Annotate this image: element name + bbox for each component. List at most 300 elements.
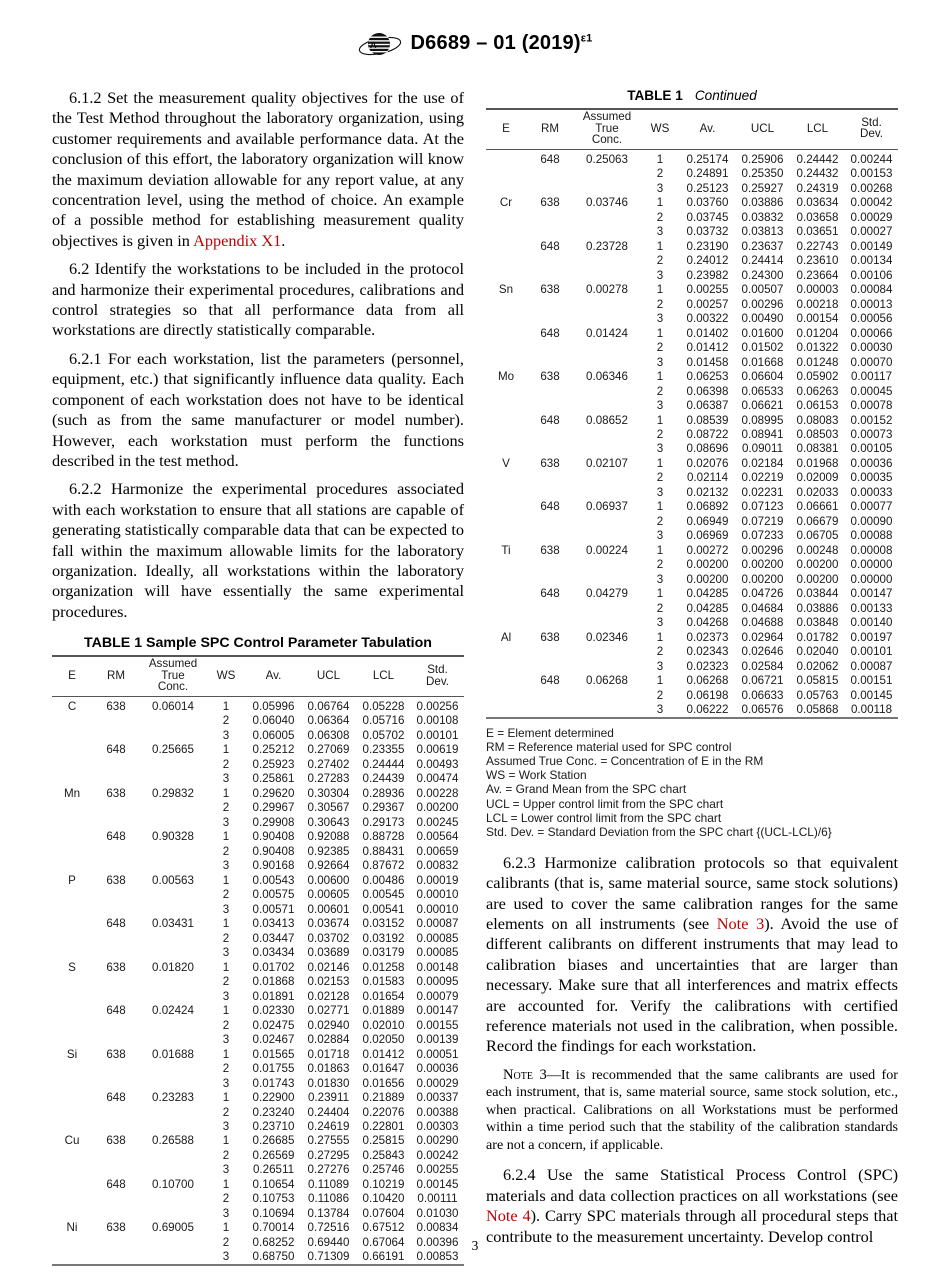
table-cell xyxy=(140,1192,206,1206)
table-cell xyxy=(486,427,526,441)
table-cell: 648 xyxy=(106,1091,126,1105)
legend-line: WS = Work Station xyxy=(486,768,587,783)
table-cell: 2 xyxy=(656,210,664,224)
table-cell xyxy=(574,254,640,268)
table-cell xyxy=(526,398,574,412)
table-cell: 0.00200 xyxy=(686,558,729,572)
table-cell: 638 xyxy=(540,630,560,644)
legend-line: UCL = Upper control limit from the SPC chart xyxy=(486,796,724,811)
table-cell: 0.00045 xyxy=(850,384,893,398)
table-cell xyxy=(486,355,526,369)
table-1-caption: TABLE 1 Sample SPC Control Parameter Tabulation xyxy=(84,635,432,652)
table-cell: 0.00601 xyxy=(307,902,350,916)
table-cell: 0.02343 xyxy=(686,645,729,659)
table-cell: 0.00563 xyxy=(152,873,194,887)
table-cell: 0.00200 xyxy=(796,558,839,572)
table-cell: 0.03886 xyxy=(741,196,784,210)
table-cell: 0.00010 xyxy=(416,902,459,916)
table-cell: 0.02033 xyxy=(796,485,839,499)
table-row xyxy=(52,1119,464,1133)
table-cell: 638 xyxy=(106,960,126,974)
table-cell: 0.00003 xyxy=(796,283,839,297)
table-cell xyxy=(526,645,574,659)
table-cell: 1 xyxy=(222,1091,230,1105)
table-cell: 3 xyxy=(222,1250,230,1264)
table-cell xyxy=(526,225,574,239)
table-cell: 0.04285 xyxy=(686,587,729,601)
table-cell: 0.00027 xyxy=(850,225,893,239)
table-cell xyxy=(140,801,206,815)
table-cell: 0.02132 xyxy=(686,485,729,499)
col-header-std-dev xyxy=(411,656,464,696)
table-row xyxy=(52,902,464,916)
table-row xyxy=(486,225,898,239)
table-cell xyxy=(52,815,92,829)
table-cell: 0.00659 xyxy=(416,844,459,858)
assumed-line-1: Assumed xyxy=(148,657,198,671)
table-cell xyxy=(526,616,574,630)
table-cell: 0.00088 xyxy=(850,529,893,543)
table-cell: 0.03413 xyxy=(252,917,295,931)
table-cell: 0.06364 xyxy=(307,714,350,728)
table-cell: 3 xyxy=(222,1033,230,1047)
table-cell xyxy=(92,1206,140,1220)
table-cell: 638 xyxy=(540,456,560,470)
table-cell xyxy=(526,167,574,181)
table-cell: 0.00147 xyxy=(850,587,893,601)
table-cell: 0.01647 xyxy=(362,1062,405,1076)
table-cell: 0.02153 xyxy=(307,975,350,989)
table-cell xyxy=(486,181,526,195)
table-cell: 0.00108 xyxy=(416,714,459,728)
astm-logo-icon xyxy=(358,30,402,60)
table-cell: 3 xyxy=(656,442,664,456)
table-cell: 3 xyxy=(222,1076,230,1090)
table-cell: Si xyxy=(66,1047,78,1061)
table-cell: 0.27295 xyxy=(307,1148,350,1162)
table-cell: 0.02884 xyxy=(307,1033,350,1047)
table-cell: 0.88431 xyxy=(362,844,405,858)
table-cell: 2 xyxy=(222,714,230,728)
table-cell xyxy=(486,149,526,166)
table-cell: 2 xyxy=(656,427,664,441)
table-cell: 3 xyxy=(656,572,664,586)
table-cell: 0.08696 xyxy=(686,442,729,456)
table-cell xyxy=(486,514,526,528)
table-cell: 0.28936 xyxy=(362,786,405,800)
table-cell: 0.01502 xyxy=(741,341,784,355)
table-cell: 0.25927 xyxy=(741,181,784,195)
table-cell: 0.02107 xyxy=(586,456,628,470)
table-row xyxy=(52,1090,464,1104)
table-cell xyxy=(574,442,640,456)
table-cell: 1 xyxy=(222,917,230,931)
table-cell: 638 xyxy=(106,1221,126,1235)
table-cell: 0.02219 xyxy=(741,471,784,485)
table-cell: 0.25861 xyxy=(252,772,295,786)
table-cell: 3 xyxy=(656,355,664,369)
legend-line: E = Element determined xyxy=(486,726,614,741)
table-cell: 1 xyxy=(222,1134,230,1148)
table-cell: 638 xyxy=(106,1047,126,1061)
table-cell: 0.00278 xyxy=(586,283,628,297)
table-cell: 0.01204 xyxy=(796,326,839,340)
table-cell: 0.06268 xyxy=(586,674,628,688)
table-row xyxy=(52,830,464,844)
table-cell xyxy=(486,471,526,485)
table-cell: 648 xyxy=(540,413,560,427)
table-cell: 1 xyxy=(222,1221,230,1235)
table-cell xyxy=(574,485,640,499)
table-cell: Ti xyxy=(501,543,511,557)
table-cell xyxy=(574,398,640,412)
table-cell: 0.00056 xyxy=(850,312,893,326)
table-cell: 0.00152 xyxy=(850,413,893,427)
table-cell xyxy=(486,442,526,456)
table-cell: 0.00134 xyxy=(850,254,893,268)
table-cell: 0.02009 xyxy=(796,471,839,485)
table-cell xyxy=(52,902,92,916)
table-cell: 0.90408 xyxy=(252,844,295,858)
table-cell xyxy=(574,645,640,659)
table-cell: 0.00106 xyxy=(850,268,893,282)
table-cell: 0.01968 xyxy=(796,456,839,470)
table-cell: 0.00101 xyxy=(850,645,893,659)
table-cell: 0.26685 xyxy=(252,1134,295,1148)
table-cell: 0.06576 xyxy=(741,703,784,717)
table-cell: 3 xyxy=(222,989,230,1003)
table-cell: 0.00257 xyxy=(686,297,729,311)
table-cell xyxy=(574,529,640,543)
table-cell: 3 xyxy=(656,181,664,195)
table-cell: 638 xyxy=(106,786,126,800)
table-cell: 0.92385 xyxy=(307,844,350,858)
table-cell xyxy=(92,1148,140,1162)
table-cell xyxy=(92,1163,140,1177)
table-cell: 0.29620 xyxy=(252,786,295,800)
table-row xyxy=(486,514,898,528)
table-cell: 0.24444 xyxy=(362,757,405,771)
table-cell: 0.72516 xyxy=(307,1221,350,1235)
table-cell xyxy=(574,514,640,528)
table-cell: 0.06040 xyxy=(252,714,295,728)
table-cell: 0.24300 xyxy=(741,268,784,282)
col-header-ucl: UCL xyxy=(750,121,775,135)
table-cell xyxy=(486,674,526,688)
table-row xyxy=(486,645,898,659)
table-cell xyxy=(52,1148,92,1162)
table-cell: 0.02475 xyxy=(252,1018,295,1032)
table-cell: 0.71309 xyxy=(307,1250,350,1264)
table-cell: 3 xyxy=(222,902,230,916)
table-cell: 0.06533 xyxy=(741,384,784,398)
table-cell: 0.06253 xyxy=(686,370,729,384)
table-cell: 0.06387 xyxy=(686,399,729,413)
table-cell: 0.00090 xyxy=(850,514,893,528)
table-cell: 1 xyxy=(222,873,230,887)
table-row xyxy=(52,873,464,887)
table-cell: 3 xyxy=(222,728,230,742)
table-cell: P xyxy=(68,873,76,887)
table-cell: 0.00248 xyxy=(796,543,839,557)
table-cell: 0.29173 xyxy=(362,815,405,829)
table-row xyxy=(52,743,464,757)
table-cell: 0.05763 xyxy=(796,688,839,702)
table-cell: 0.69005 xyxy=(152,1221,194,1235)
table-cell: 2 xyxy=(222,888,230,902)
table-cell xyxy=(526,558,574,572)
table-row xyxy=(486,239,898,253)
table-cell: 0.02584 xyxy=(741,659,784,673)
table-row xyxy=(52,844,464,858)
table-cell: 0.00541 xyxy=(362,902,405,916)
table-cell: 0.00111 xyxy=(417,1192,458,1206)
table-row xyxy=(486,616,898,630)
table-row xyxy=(52,1192,464,1206)
table-row xyxy=(486,500,898,514)
table-cell: 0.02010 xyxy=(362,1018,405,1032)
table-cell: 2 xyxy=(222,931,230,945)
table-cell xyxy=(140,757,206,771)
table-cell: 0.00148 xyxy=(416,960,459,974)
table-cell: Cu xyxy=(64,1134,80,1148)
table-cell: 2 xyxy=(656,688,664,702)
table-row xyxy=(486,398,898,412)
table-cell: 0.23610 xyxy=(796,254,839,268)
table-cell: 0.03447 xyxy=(252,931,295,945)
table-cell xyxy=(52,1090,92,1104)
table-cell: 2 xyxy=(222,844,230,858)
table-cell: 638 xyxy=(540,283,560,297)
left-column xyxy=(52,88,464,1266)
table-cell: 2 xyxy=(222,757,230,771)
table-cell xyxy=(526,442,574,456)
table-cell: 0.69440 xyxy=(307,1235,350,1249)
table-row xyxy=(52,786,464,800)
col-header-std-dev xyxy=(845,109,898,149)
table-cell: 0.00337 xyxy=(416,1091,459,1105)
table-cell xyxy=(52,728,92,742)
table-cell: 648 xyxy=(540,239,560,253)
table-cell xyxy=(52,743,92,757)
table-cell: 0.00255 xyxy=(686,283,729,297)
std-dev-line-2: Dev. xyxy=(860,127,883,141)
table-cell: 0.05996 xyxy=(252,699,295,713)
table-cell: 0.03634 xyxy=(796,196,839,210)
table-cell: 0.00036 xyxy=(416,1062,459,1076)
table-cell: 0.00151 xyxy=(850,674,893,688)
table-cell: 0.00101 xyxy=(416,728,459,742)
table-cell xyxy=(526,659,574,673)
table-cell: 2 xyxy=(656,384,664,398)
table-cell: 0.02771 xyxy=(307,1004,350,1018)
table-cell: 0.00242 xyxy=(416,1148,459,1162)
table-cell: 0.01863 xyxy=(307,1062,350,1076)
table-cell: 638 xyxy=(540,370,560,384)
table-cell: 0.06621 xyxy=(741,399,784,413)
table-cell: 0.06198 xyxy=(686,688,729,702)
table-1-left-part xyxy=(52,635,464,1266)
table-cell: 0.03434 xyxy=(252,946,295,960)
table-cell: 0.00388 xyxy=(416,1105,459,1119)
table-cell: 0.67512 xyxy=(362,1221,405,1235)
table-cell: 0.00244 xyxy=(850,152,893,166)
table-cell xyxy=(526,312,574,326)
note-4-link[interactable]: Note 4 xyxy=(486,1206,531,1226)
legend-line: Std. Dev. = Standard Deviation from the SPC chart {(UCL-LCL)/6} xyxy=(486,824,832,839)
table-cell: 0.01030 xyxy=(416,1206,459,1220)
table-cell: 0.03152 xyxy=(362,917,405,931)
table-cell: 0.02231 xyxy=(741,485,784,499)
col-header-assumed-true-conc xyxy=(140,656,206,696)
table-row xyxy=(52,1163,464,1177)
table-cell: 0.02114 xyxy=(686,471,729,485)
table-cell xyxy=(526,297,574,311)
table-cell: 1 xyxy=(656,152,664,166)
table-cell: 2 xyxy=(222,1148,230,1162)
table-cell: 0.00149 xyxy=(850,239,893,253)
table-cell xyxy=(574,659,640,673)
table-cell: 0.01718 xyxy=(307,1047,350,1061)
table-cell: 648 xyxy=(106,743,126,757)
table-cell: 0.00084 xyxy=(850,283,893,297)
table-cell: 0.90328 xyxy=(152,830,194,844)
table-cell: 0.25063 xyxy=(586,152,628,166)
table-cell: 0.00147 xyxy=(416,1004,459,1018)
table-cell xyxy=(92,975,140,989)
table-cell xyxy=(92,1061,140,1075)
table-cell xyxy=(486,384,526,398)
table-cell xyxy=(52,946,92,960)
table-cell xyxy=(140,772,206,786)
table-cell xyxy=(52,1032,92,1046)
std-dev-line-1: Std. xyxy=(861,115,882,129)
table-cell: 0.00303 xyxy=(416,1119,459,1133)
table-cell: 0.03689 xyxy=(307,946,350,960)
table-cell: 0.00030 xyxy=(850,341,893,355)
table-cell xyxy=(52,830,92,844)
table-cell: 0.00140 xyxy=(850,616,893,630)
table-cell: 0.00490 xyxy=(741,312,784,326)
paragraph-6-2-3: 6.2.3 Harmonize calibration protocols so that equivalent calibrants (that is, same material source, same stock solutions) are used to cover the same calibration ranges for the same elements on all instruments (see Note 3). Avoid the use of different calibrants on different instruments that may lead to calibration biases and uncertainties that are larger than necessary. Make sure that all interferences and matrix effects are accounted for. Verify the calibrations with certified reference materials not used in the calibration, when possible. Record the findings for each workstation. xyxy=(486,852,898,1056)
table-cell: 0.06633 xyxy=(741,688,784,702)
table-row xyxy=(486,167,898,181)
table-cell: 2 xyxy=(656,514,664,528)
designation-superscript: ε1 xyxy=(580,31,593,44)
table-cell: 0.06263 xyxy=(796,384,839,398)
table-cell: 0.00200 xyxy=(416,801,459,815)
table-cell: 0.02050 xyxy=(362,1033,405,1047)
table-cell xyxy=(486,225,526,239)
table-cell: 0.23355 xyxy=(362,743,405,757)
legend-line: Assumed True Conc. = Concentration of E in the RM xyxy=(486,754,764,769)
table-cell xyxy=(92,1192,140,1206)
table-cell: 648 xyxy=(106,1004,126,1018)
table-cell: 1 xyxy=(656,196,664,210)
legend-line: RM = Reference material used for SPC control xyxy=(486,740,732,755)
table-cell: 0.30643 xyxy=(307,815,350,829)
table-cell: 0.01830 xyxy=(307,1076,350,1090)
table-cell xyxy=(574,355,640,369)
table-cell: 0.10700 xyxy=(152,1177,194,1191)
paragraph-6-2-1: 6.2.1 For each workstation, list the parameters (personnel, equipment, etc.) that significantly influence data quality. Each component of each workstation does not have to be identical (such as from the same manufacturer or model number). However, each workstation must perform the functions described in the test method. xyxy=(52,348,464,470)
table-cell: 0.23982 xyxy=(686,268,729,282)
table-cell: 0.01688 xyxy=(152,1047,194,1061)
table-row xyxy=(52,1221,464,1235)
table-cell: Sn xyxy=(498,283,514,297)
note-3-link[interactable]: Note 3 xyxy=(716,914,765,934)
table-cell: 0.90408 xyxy=(252,830,295,844)
table-cell: 1 xyxy=(222,786,230,800)
table-cell: 0.03886 xyxy=(796,601,839,615)
table-cell xyxy=(52,1105,92,1119)
table-cell: 0.00029 xyxy=(850,210,893,224)
table-row xyxy=(52,1076,464,1090)
table-row xyxy=(486,149,898,166)
table-cell: 0.22076 xyxy=(362,1105,405,1119)
appendix-x1-link[interactable]: Appendix X1 xyxy=(193,230,282,250)
col-header-av: Av. xyxy=(699,121,716,135)
table-cell: 0.68252 xyxy=(252,1235,295,1249)
table-cell xyxy=(92,1032,140,1046)
table-cell xyxy=(486,529,526,543)
table-cell: 0.00200 xyxy=(741,572,784,586)
table-row xyxy=(52,696,464,713)
table-cell: 0.00117 xyxy=(850,370,893,384)
table-cell: 0.27555 xyxy=(307,1134,350,1148)
table-cell: 0.03702 xyxy=(307,931,350,945)
table-cell: 0.00033 xyxy=(850,485,893,499)
table-cell: 0.03674 xyxy=(307,917,350,931)
table-cell: 0.23728 xyxy=(586,239,628,253)
table-cell: 0.01424 xyxy=(586,326,628,340)
table-cell: 0.88728 xyxy=(362,830,405,844)
table-cell xyxy=(486,587,526,601)
table-cell: 0.00066 xyxy=(850,326,893,340)
table-cell: 0.00255 xyxy=(416,1163,459,1177)
assumed-line-3: Conc. xyxy=(591,133,623,147)
table-cell xyxy=(574,471,640,485)
table-cell xyxy=(140,946,206,960)
table-cell: 0.05702 xyxy=(362,728,405,742)
table-cell: 0.00133 xyxy=(850,601,893,615)
table-cell: 3 xyxy=(222,1119,230,1133)
table-cell: Al xyxy=(500,630,512,644)
table-row xyxy=(52,946,464,960)
table-cell xyxy=(574,688,640,702)
table-row xyxy=(486,384,898,398)
table-cell: 2 xyxy=(222,1062,230,1076)
table-cell: 0.23664 xyxy=(796,268,839,282)
table-cell: 0.92664 xyxy=(307,859,350,873)
table-cell: 0.07123 xyxy=(741,500,784,514)
table-cell xyxy=(574,312,640,326)
table-cell: 0.04285 xyxy=(686,601,729,615)
assumed-line-3: Conc. xyxy=(157,680,189,694)
table-cell: 2 xyxy=(222,1105,230,1119)
table-row xyxy=(486,283,898,297)
table-cell: 0.00543 xyxy=(252,873,295,887)
table-cell: 0.21889 xyxy=(362,1091,405,1105)
table-legend xyxy=(486,719,898,839)
table-cell xyxy=(574,167,640,181)
table-cell xyxy=(140,1061,206,1075)
table-cell: 0.00105 xyxy=(850,442,893,456)
table-cell: 0.00322 xyxy=(686,312,729,326)
table-cell: 0.00545 xyxy=(362,888,405,902)
table-cell: 0.01654 xyxy=(362,989,405,1003)
table-cell: Cr xyxy=(499,196,513,210)
